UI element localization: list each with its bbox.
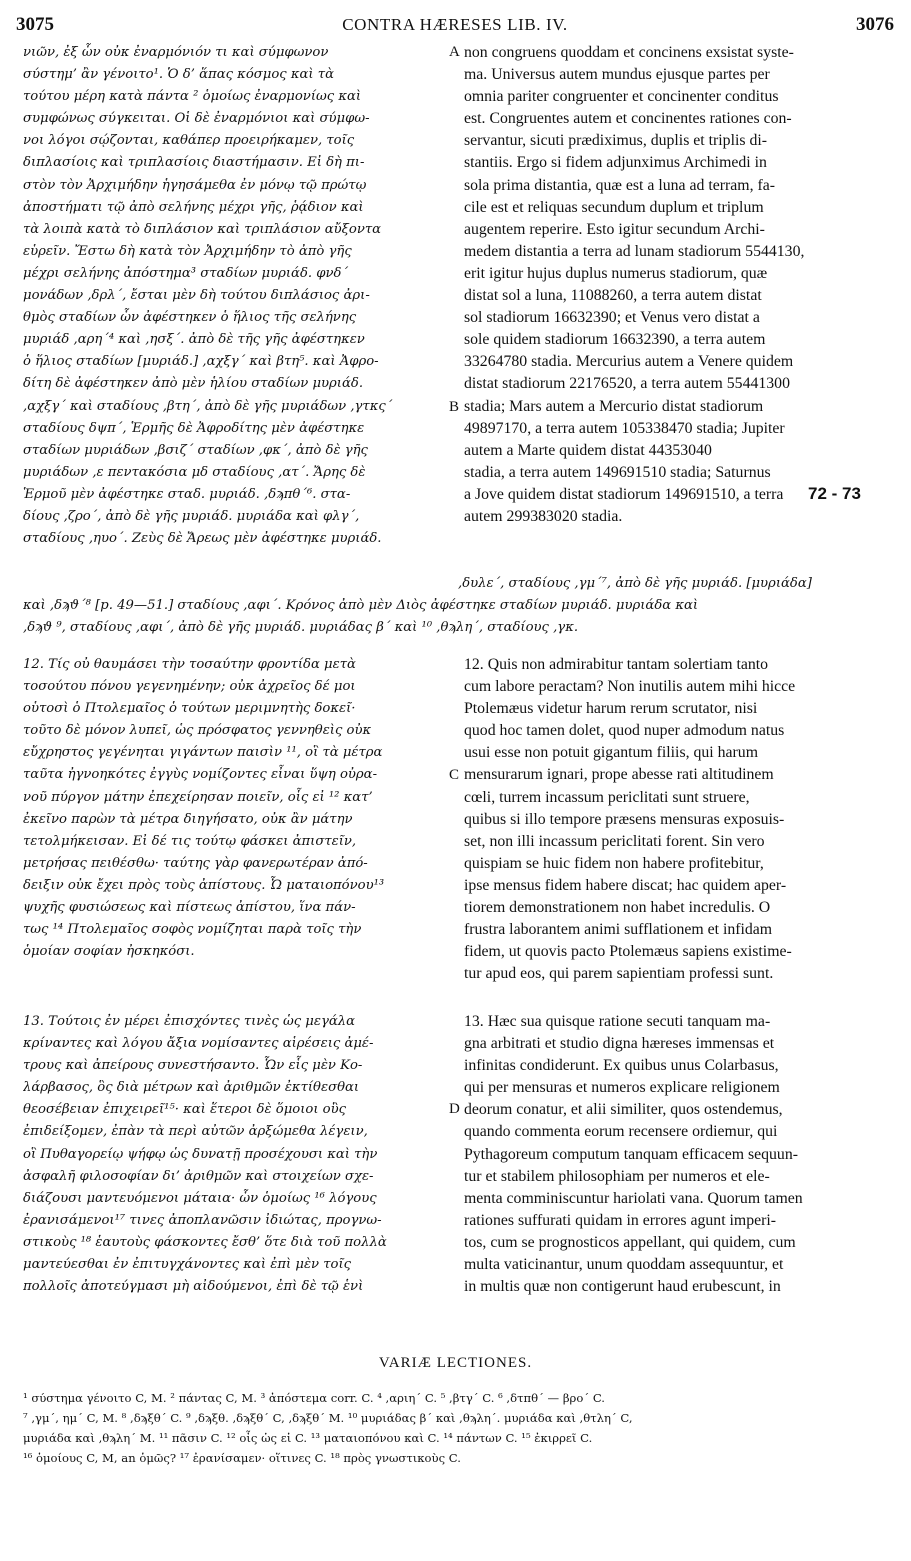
- greek-text-line: εὔχρηστος γεγένηται γιγάντων παισὶν ¹¹, οἳ τὰ μέτρα: [23, 745, 383, 761]
- greek-text-line: 13. Τούτοις ἐν μέρει ἐπισχόντες τινὲς ὡς μεγάλα: [23, 1014, 356, 1029]
- latin-text-line: sole quidem stadiorum 16632390, a terra autem: [464, 331, 766, 349]
- greek-text-line: τούτου μέρη κατὰ πάντα ² ὁμοίως ἐναρμονίως καὶ: [23, 89, 362, 105]
- latin-text-line: set, non illi incassum periclitati forent. Sin vero: [464, 832, 765, 850]
- greek-text-line: ὁμοίαν σοφίαν ἠσκηκόσι.: [23, 944, 195, 960]
- greek-section-13: [23, 1011, 449, 1298]
- latin-text-line: omnia pariter congruenter et concinenter conditus: [464, 88, 779, 106]
- latin-text-line: stadia; Mars autem a Mercurio distat stadiorum: [464, 397, 764, 415]
- greek-text-line: σύστημ’ ἂν γένοιτο¹. Ὁ δ’ ἅπας κόσμος καὶ τὰ: [23, 67, 334, 83]
- latin-text-line: Pythagoreum computum tanquam efficacem sequun-: [464, 1145, 798, 1163]
- variant-note-line: ⁷ ,γμ΄, ημ΄ C, M. ⁸ ,δϡξθ΄ C. ⁹ ,δϡξθ. ,δϡξθ΄ C, ,δϡξθ΄ M. ¹⁰ μυριάδας β΄ καὶ ,θϡλη΄. μυριάδα καὶ ,θτλη΄ C,: [23, 1411, 633, 1425]
- column-marker-b: B: [449, 399, 460, 415]
- greek-text-line: νοῦ πύργον μάτην ἐπεχείρησαν ποιεῖν, οἷς εἰ ¹² κατ’: [23, 789, 373, 805]
- latin-text-line: quispiam se huic fidem non habere profitebitur,: [464, 854, 764, 872]
- variae-lectiones-heading: VARIÆ LECTIONES.: [378, 1355, 533, 1371]
- latin-text-line: medem distantia a terra ad lunam stadiorum 5544130,: [464, 242, 805, 260]
- greek-text-line: ἀσφαλῆ φιλοσοφίαν δι’ ἀριθμῶν καὶ στοιχείων σχε-: [23, 1168, 374, 1184]
- greek-text-line: καὶ ,δϡϑ΄⁸ [p. 49—51.] σταδίους ,αφι΄. Κρόνος ἀπὸ μὲν Διὸς ἀφέστηκε σταδίων μυριάδ. μυριάδα καὶ: [23, 598, 699, 613]
- greek-text-line: μετρήσας πειθέσθω· ταύτης γὰρ φανερωτέραν ἀπό-: [23, 855, 368, 871]
- latin-text-line: rationes suffurati quidam in errores agunt imperi-: [464, 1211, 777, 1229]
- greek-text-line: μυριάδ ,αρη΄⁴ καὶ ,ησξ΄. ἀπὸ δὲ τῆς γῆς ἀφέστηκεν: [23, 332, 365, 348]
- column-marker-c: C: [449, 767, 460, 783]
- greek-text-line: σταδίους ,ηυο΄. Ζεὺς δὲ Ἄρεως μὲν ἀφέστηκε μυριάδ.: [23, 531, 382, 547]
- greek-text-line: δειξιν οὐκ ἔχει πρὸς τοὺς ἀπίστους. Ὦ ματαιοπόνου¹³: [23, 877, 385, 893]
- variant-note-line: ¹⁶ ὁμοίους C, M, an ὁμῶς? ¹⁷ ἐρανίσαμεν· οἵτινες C. ¹⁸ πρὸς γνωστικοὺς C.: [23, 1451, 461, 1465]
- greek-text-line: λάρβασος, ὃς διὰ μέτρων καὶ ἀριθμῶν ἐκτίθεσθαι: [23, 1080, 360, 1096]
- latin-text-line: gna arbitrati et studio digna hæreses immensas et: [464, 1035, 775, 1053]
- greek-full-width-lines: [23, 595, 891, 639]
- greek-text-line: κρίναντες καὶ λόγου ἄξια νομίσαντες αἱρέσεις ἀμέ-: [23, 1036, 374, 1052]
- greek-text-line: νιῶν, ἐξ ὧν οὐκ ἐναρμόνιόν τι καὶ σύμφωνον: [23, 45, 329, 60]
- latin-text-line: tur apud eos, qui parem sapientiam professi sunt.: [464, 965, 774, 983]
- latin-text-line: deorum conatur, et alii similiter, quos ostendemus,: [464, 1101, 783, 1119]
- greek-text-line: τοσούτου πόνου γεγενημένην; οὐκ ἀχρεῖος δέ μοι: [23, 679, 356, 695]
- greek-text-line: ,δϡϑ ⁹, σταδίους ,αφι΄, ἀπὸ δὲ γῆς μυριάδ. μυριάδας β΄ καὶ ¹⁰ ,θϡλη΄, σταδίους ,γκ.: [23, 620, 579, 636]
- greek-text-line: ὁ ἥλιος σταδίων [μυριάδ.] ,αχξγ΄ καὶ βτη⁵. καὶ Ἀφρο-: [23, 354, 379, 370]
- greek-text-line: διπλασίοις καὶ τριπλασίοις διαστήμασιν. Εἰ δὴ πι-: [23, 155, 365, 171]
- latin-text-line: stantiis. Ergo si fidem adjunximus Archimedi in: [464, 154, 767, 172]
- greek-text-line: θεοσέβειαν ἐπιχειρεῖ¹⁵· καὶ ἕτεροι δὲ ὅμοιοι οὓς: [23, 1102, 347, 1118]
- latin-text-line: Ptolemæus videtur harum rerum scrutator, nisi: [464, 700, 758, 718]
- migne-column-reference: 72 - 73: [808, 484, 861, 503]
- greek-text-line: πολλοῖς ἀποτεύγμασι μὴ αἰδούμενοι, ἐπὶ δὲ τῷ ἑνὶ: [23, 1279, 364, 1295]
- latin-text-line: cum labore peractam? Non inutilis autem mihi hicce: [464, 678, 796, 696]
- greek-bridge-line: ,δυλε΄, σταδίους ,γμ΄⁷, ἀπὸ δὲ γῆς μυριάδ. [μυριάδα]: [458, 576, 812, 591]
- latin-text-line: servantur, sicuti prædiximus, duplis et triplis di-: [464, 132, 767, 150]
- latin-text-line: tur et stabilem philosophiam per numeros et ele-: [464, 1167, 770, 1185]
- latin-text-line: distat sol a luna, 11088260, a terra autem distat: [464, 287, 762, 305]
- greek-text-line: ἀποστήματι τῷ ἀπὸ σελήνης μέχρι γῆς, ῥᾴδιον καὶ: [23, 199, 364, 215]
- latin-text-line: fidem, ut quovis pacto Ptolemæus sapiens existime-: [464, 943, 792, 961]
- greek-text-line: τως ¹⁴ Πτολεμαῖος σοφὸς νομίζηται παρὰ τοῖς τὴν: [23, 922, 362, 938]
- latin-text-line: in multis quæ non contigerunt haud erubescunt, in: [464, 1278, 781, 1296]
- greek-text-line: ταῦτα ἠγνοηκότες ἐγγὺς νομίζοντες εἶναι ὕψη οὐρα-: [23, 767, 378, 783]
- greek-text-line: εὑρεῖν. Ἔστω δὴ κατὰ τὸν Ἀρχιμήδην τὸ ἀπὸ γῆς: [23, 243, 352, 259]
- greek-text-line: ἐρανισάμενοι¹⁷ τινες ἀποπλανῶσιν ἰδιώτας, προγνω-: [23, 1212, 382, 1228]
- greek-text-line: μυριάδων ,ε πεντακόσια μδ σταδίους ,ατ΄. Ἄρης δὲ: [23, 464, 366, 480]
- greek-column-top: [23, 42, 449, 550]
- latin-text-line: sol stadiorum 16632390; et Venus vero distat a: [464, 309, 760, 327]
- greek-text-line: οὑτοσὶ ὁ Πτολεμαῖος ὁ τούτων μεριμνητὴς δοκεῖ·: [23, 701, 356, 717]
- greek-text-line: ἐπιδείξομεν, ἐπὰν τὰ περὶ αὐτῶν ἀρξώμεθα λέγειν,: [23, 1124, 368, 1140]
- latin-text-line: autem a Marte quidem distat 44353040: [464, 441, 712, 459]
- latin-text-line: est. Congruentes autem et concinentes rationes con-: [464, 110, 792, 128]
- latin-text-line: sola prima distantia, quæ est a luna ad terram, fa-: [464, 176, 776, 194]
- greek-text-line: μονάδων ,δρλ΄, ἔσται μὲν δὴ τούτου διπλάσιος ἀρι-: [23, 288, 370, 304]
- latin-text-line: 49897170, a terra autem 105338470 stadia; Jupiter: [464, 419, 785, 437]
- latin-text-line: augentem reperire. Esto igitur secundum Archi-: [464, 220, 765, 238]
- greek-text-line: σταδίων μυριάδων ,βσιζ΄ σταδίων ,φκ΄, ἀπὸ δὲ γῆς: [23, 442, 368, 458]
- latin-text-line: non congruens quoddam et concinens exsistat syste-: [464, 44, 794, 61]
- latin-text-line: ipse mensus fidem habere discat; hac quidem aper-: [464, 876, 787, 894]
- latin-text-line: 12. Quis non admirabitur tantam solertiam tanto: [464, 656, 769, 673]
- greek-text-line: οἳ Πυθαγορείῳ ψήφῳ ὡς δυνατῇ προσέχουσι καὶ τὴν: [23, 1146, 378, 1162]
- greek-text-line: ἐκεῖνο παρὼν τὰ μέτρα διηγήσατο, οὐκ ἂν μάτην: [23, 811, 353, 827]
- latin-text-line: stadia, a terra autem 149691510 stadia; Saturnus: [464, 463, 771, 481]
- greek-text-line: 12. Τίς οὐ θαυμάσει τὴν τοσαύτην φροντίδα μετὰ: [23, 657, 356, 672]
- latin-text-line: mensurarum ignari, prope abesse rati altitudinem: [464, 766, 774, 784]
- latin-text-line: multa vaticinantur, unum quoddam assequuntur, et: [464, 1256, 784, 1274]
- latin-text-line: frustra laborantem animi sufflationem et infidam: [464, 921, 773, 939]
- greek-text-line: στὸν τὸν Ἀρχιμήδην ἡγησάμεθα ἐν μόνῳ τῷ πρώτῳ: [23, 177, 367, 193]
- latin-text-line: menta comminiscuntur hariolati vana. Quorum tamen: [464, 1189, 803, 1207]
- greek-text-line: διάζουσι μαντευόμενοι μάταια· ὧν ὁμοίως ¹⁶ λόγους: [23, 1190, 377, 1206]
- greek-text-line: δίους ,ζρο΄, ἀπὸ δὲ γῆς μυριάδ. μυριάδα καὶ φλγ΄,: [23, 508, 360, 524]
- latin-section-13: [464, 1011, 892, 1298]
- latin-text-line: quando commenta eorum recensere ordiemur, qui: [464, 1123, 778, 1141]
- greek-text-line: ψυχῆς φυσιώσεως καὶ πίστεως ἀπίστου, ἵνα πάν-: [23, 900, 356, 916]
- latin-text-line: cœli, turrem incassum periclitati sunt struere,: [464, 788, 750, 806]
- latin-text-line: distat stadiorum 22176520, a terra autem 55441300: [464, 375, 790, 393]
- greek-text-line: τοῦτο δὲ μόνον λυπεῖ, ὡς πρόσφατος γεννηθεὶς οὐκ: [23, 723, 372, 739]
- latin-text-line: tos, cum se prognosticos appellant, qui quidem, cum: [464, 1233, 796, 1251]
- greek-text-line: νοι λόγοι σῴζονται, καθάπερ προειρήκαμεν, τοῖς: [23, 133, 355, 149]
- latin-text-line: qui per mensuras et numeros explicare religionem: [464, 1079, 780, 1097]
- latin-text-line: quod hoc tamen dolet, quod nuper admodum natus: [464, 722, 785, 740]
- greek-section-12: [23, 654, 449, 963]
- greek-text-line: δίτη δὲ ἀφέστηκεν ἀπὸ μὲν ἡλίου σταδίων μυριάδ.: [23, 376, 364, 392]
- greek-text-line: μέχρι σελήνης ἀπόστημα³ σταδίων μυριάδ. φνδ΄: [23, 265, 349, 281]
- greek-text-line: συμφώνως σύγκειται. Οἱ δὲ ἐναρμόνιοι καὶ σύμφω-: [23, 111, 370, 127]
- greek-text-line: μαντεύεσθαι ἐν ἐπιτυγχάνοντες καὶ ἐπὶ μὲν τοῖς: [23, 1257, 352, 1273]
- running-title: CONTRA HÆRESES LIB. IV.: [342, 15, 568, 34]
- greek-text-line: Ἑρμοῦ μὲν ἀφέστηκε σταδ. μυριάδ. ,δϡπθ΄⁶. στα-: [23, 486, 351, 502]
- latin-text-line: 13. Hæc sua quisque ratione secuti tanquam ma-: [464, 1013, 771, 1030]
- latin-text-line: quibus si illo tempore præsens mensuras exposuis-: [464, 810, 785, 828]
- variant-note-line: μυριάδα καὶ ,θϡλη΄ M. ¹¹ πᾶσιν C. ¹² οἷς ὡς εἰ C. ¹³ ματαιοπόνου καὶ C. ¹⁴ πάντων C. ¹⁵ ἐκιρρεῖ C.: [23, 1431, 593, 1445]
- variant-note-line: ¹ σύστημα γένοιτο C, M. ² πάντας C, M. ³ ἀπόστεμα corr. C. ⁴ ,αριη΄ C. ⁵ ,βτγ΄ C. ⁶ ,δτπθ΄ — βρο΄ C.: [23, 1391, 605, 1405]
- latin-text-line: a Jove quidem distat stadiorum 149691510, a terra: [464, 485, 784, 503]
- page-number-left: 3075: [16, 14, 54, 35]
- greek-text-line: σταδίους δψπ΄, Ἑρμῆς δὲ Ἀφροδίτης μὲν ἀφέστηκε: [23, 420, 365, 436]
- greek-text-line: τὰ λοιπὰ κατὰ τὸ διπλάσιον καὶ τριπλάσιον αὔξοντα: [23, 221, 382, 237]
- latin-text-line: infinitas condiderunt. Ex quibus unus Colarbasus,: [464, 1057, 779, 1075]
- greek-text-line: τρους καὶ ἀπείρους συνεστήσαντο. Ὧν εἷς μὲν Κο-: [23, 1058, 363, 1074]
- latin-text-line: erit igitur hujus duplus numerus stadiorum, quæ: [464, 264, 768, 282]
- greek-text-line: στικοὺς ¹⁸ ἑαυτοὺς φάσκοντες ἔσθ’ ὅτε διὰ τοῦ πολλὰ: [23, 1234, 387, 1250]
- latin-section-12: [464, 654, 892, 985]
- column-marker-d: D: [449, 1101, 460, 1117]
- greek-text-line: θμὸς σταδίων ὧν ἀφέστηκεν ὁ ἥλιος τῆς σελήνης: [23, 310, 357, 326]
- greek-text-line: ,αχξγ΄ καὶ σταδίους ,βτη΄, ἀπὸ δὲ γῆς μυριάδων ,γτκς΄: [23, 398, 393, 414]
- page-number-right: 3076: [856, 14, 894, 35]
- page-header: [16, 14, 894, 40]
- latin-text-line: usui esse non potuit gigantum filiis, qui harum: [464, 744, 758, 762]
- latin-text-line: 33264780 stadia. Mercurius autem a Venere quidem: [464, 353, 794, 371]
- latin-column-top: [464, 42, 892, 528]
- greek-text-line: τετολμήκεισαν. Εἰ δέ τις τούτῳ φάσκει ἀπιστεῖν,: [23, 833, 357, 849]
- latin-text-line: cile est et reliquas secundum duplum et triplum: [464, 198, 764, 216]
- latin-text-line: autem 299383020 stadia.: [464, 507, 623, 525]
- variae-lectiones-notes: [23, 1388, 891, 1468]
- latin-text-line: ma. Universus autem mundus ejusque partes per: [464, 66, 770, 84]
- column-marker-a: A: [449, 44, 460, 60]
- latin-text-line: tiorem demonstrationem non habet incredulis. O: [464, 899, 771, 917]
